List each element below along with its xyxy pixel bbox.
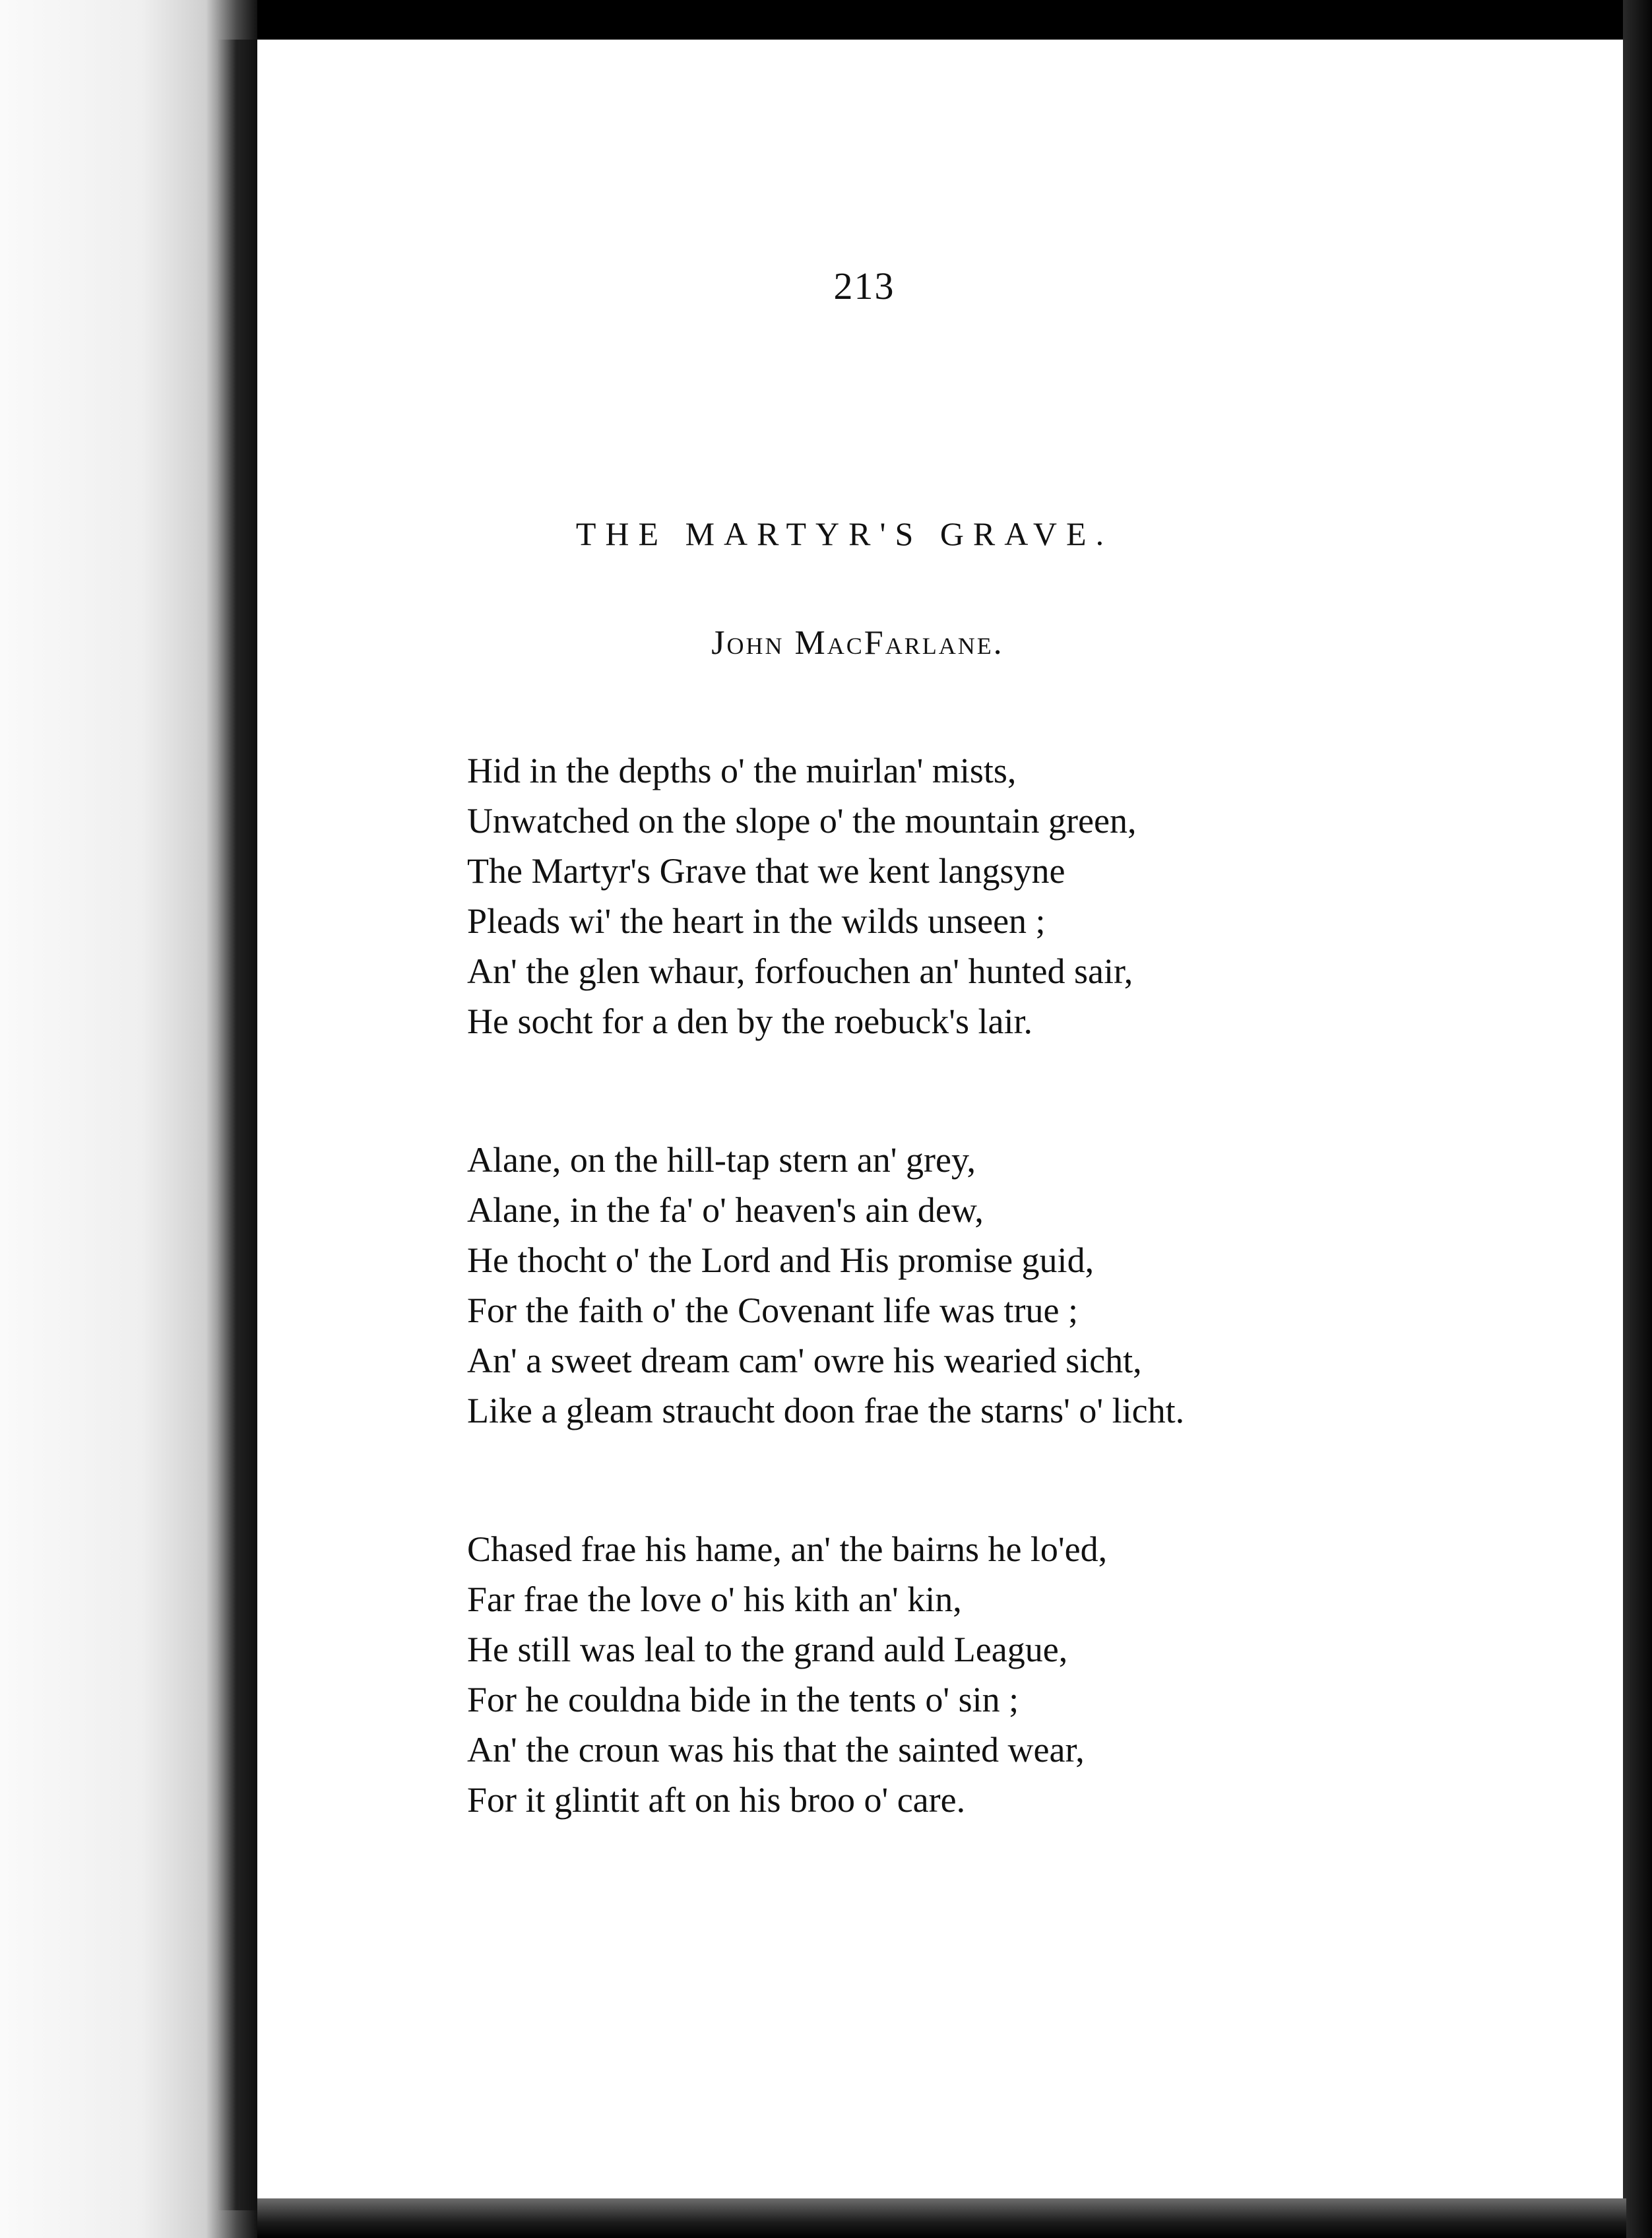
poem-line: Hid in the depths o' the muirlan' mists, — [467, 751, 1017, 790]
poem-line: Alane, on the hill-tap stern an' grey, — [467, 1140, 976, 1180]
book-page — [257, 40, 1626, 2210]
poem-line: For it glintit aft on his broo o' care. — [467, 1780, 966, 1820]
poem-line: An' the glen whaur, forfouchen an' hunted sair, — [467, 951, 1133, 991]
poem-author: John MacFarlane. — [711, 624, 1004, 662]
poem-line: An' the croun was his that the sainted wear, — [467, 1730, 1085, 1770]
poem-line: Like a gleam straucht doon frae the starns' o' licht. — [467, 1391, 1185, 1430]
stanza-1 — [467, 746, 1325, 1046]
poem-line: He still was leal to the grand auld League, — [467, 1630, 1068, 1669]
poem-line: Far frae the love o' his kith an' kin, — [467, 1580, 962, 1619]
poem-line: Chased frae his hame, an' the bairns he lo'ed, — [467, 1529, 1108, 1569]
poem-line: For the faith o' the Covenant life was true ; — [467, 1291, 1078, 1330]
poem-line: Pleads wi' the heart in the wilds unseen ; — [467, 901, 1046, 941]
poem-line: He socht for a den by the roebuck's lair. — [467, 1002, 1032, 1041]
poem-line: Alane, in the fa' o' heaven's ain dew, — [467, 1190, 984, 1230]
poem-line: He thocht o' the Lord and His promise guid, — [467, 1240, 1095, 1280]
bottom-page-edge — [257, 2198, 1626, 2238]
poem-line: The Martyr's Grave that we kent langsyne — [467, 851, 1065, 891]
poem-line: An' a sweet dream cam' owre his wearied sicht, — [467, 1341, 1142, 1380]
poem-line: Unwatched on the slope o' the mountain green, — [467, 801, 1137, 841]
poem-line: For he couldna bide in the tents o' sin ; — [467, 1680, 1019, 1719]
poem-title: THE MARTYR'S GRAVE. — [575, 515, 1114, 552]
stanza-2 — [467, 1135, 1325, 1436]
stanza-3 — [467, 1524, 1325, 1825]
page-number: 213 — [833, 265, 895, 307]
right-scan-edge — [1623, 0, 1652, 2238]
